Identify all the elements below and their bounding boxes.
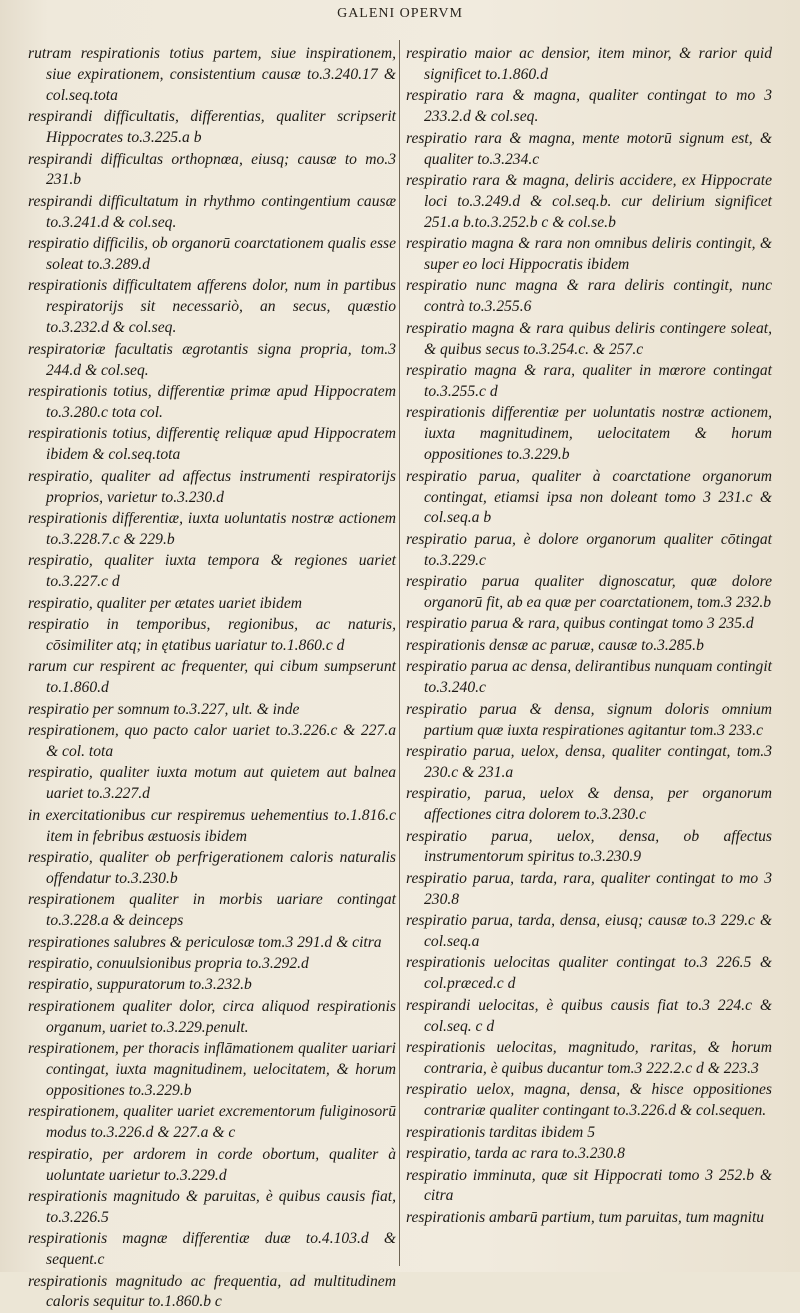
index-entry: respiratio parua & rara, quibus contingat tomo 3 235.d bbox=[406, 615, 754, 633]
index-entry: respirationes salubres & periculosæ tom.3 291.d & citra bbox=[28, 933, 382, 951]
index-entry: respirationis magnitudo ac frequentia, ad multitudinem caloris sequitur to.1.860.b c bbox=[28, 1272, 396, 1311]
index-entry: respirationem, quo pacto calor uariet to.3.226.c & 227.a & col. tota bbox=[28, 722, 396, 760]
index-entry: respirationem qualiter dolor, circa aliquod respirationis organum, uariet to.3.229.penult. bbox=[28, 997, 396, 1036]
index-entry: respiratio per somnum to.3.227, ult. & inde bbox=[28, 700, 300, 718]
index-entry: respiratio, parua, uelox & densa, per organorum affectiones citra dolorem to.3.230.c bbox=[406, 785, 772, 824]
index-entry: rutram respirationis totius partem, siue inspirationem, siue expirationem, consistentium causæ to.3.240.17 & col.seq.tota bbox=[28, 45, 396, 104]
index-column-right bbox=[406, 44, 772, 1264]
index-entry: respirationem, per thoracis inflāmationem qualiter uariari contingat, iuxta magnitudinem, uelocitatem, & horum oppositiones to.3.229.b bbox=[28, 1040, 396, 1099]
index-entry: respiratio parua, è dolore organorum qualiter cōtingat to.3.229.c bbox=[406, 530, 772, 569]
running-head: GALENI OPERVM bbox=[337, 6, 463, 21]
index-entry: respiratio rara & magna, deliris accidere, ex Hippocrate loci to.3.249.d & col.seq.b. cur delirium significet 251.a b.to.3.252.b c & col.se.b bbox=[406, 171, 772, 231]
index-entry: respiratio imminuta, quæ sit Hippocrati tomo 3 252.b & citra bbox=[406, 1166, 772, 1205]
index-entry: respiratio uelox, magna, densa, & hisce oppositiones contrariæ qualiter contingant to.3.226.d & col.sequen. bbox=[406, 1081, 772, 1120]
column-divider bbox=[399, 40, 400, 1266]
index-entry: respirandi difficultatum in rhythmo contingentium causæ to.3.241.d & col.seq. bbox=[28, 192, 396, 231]
index-entry: respiratio parua & densa, signum doloris omnium partium quæ iuxta respirationes agitantur tom.3 233.c bbox=[406, 700, 772, 739]
index-entry: respiratio rara & magna, qualiter contingat to mo 3 233.2.d & col.seq. bbox=[406, 87, 772, 126]
index-column-left bbox=[28, 44, 396, 1311]
index-entry: respirationis densæ ac paruæ, causæ to.3.285.b bbox=[406, 636, 704, 654]
index-entry: respiratio, qualiter iuxta tempora & regiones uariet to.3.227.c d bbox=[28, 552, 396, 591]
index-entry: respiratio nunc magna & rara deliris contingit, nunc contrà to.3.255.6 bbox=[406, 277, 772, 316]
index-entry: respiratio magna & rara, qualiter in mœrore contingat to.3.255.c d bbox=[406, 362, 772, 400]
index-entry: respirationis totius, differentiæ primæ apud Hippocratem to.3.280.c tota col. bbox=[28, 383, 396, 421]
index-entry: respiratio, suppuratorum to.3.232.b bbox=[28, 976, 252, 994]
index-entry: respiratio, qualiter ad affectus instrumenti respiratorijs proprios, varietur to.3.230.d bbox=[28, 467, 396, 506]
index-entry: respirationis uelocitas, magnitudo, raritas, & horum contraria, è quibus ducantur tom.3 222.2.c d & 223.3 bbox=[406, 1039, 772, 1077]
index-entry: respiratio, tarda ac rara to.3.230.8 bbox=[406, 1145, 625, 1163]
index-entry: respiratio rara & magna, mente motorū signum est, & qualiter to.3.234.c bbox=[406, 129, 772, 168]
index-entry: respiratio difficilis, ob organorū coarctationem qualis esse soleat to.3.289.d bbox=[28, 235, 396, 274]
index-entry: respiratio, per ardorem in corde obortum, qualiter à uoluntate uarietur to.3.229.d bbox=[28, 1145, 396, 1184]
index-entry: respirandi difficultatis, differentias, qualiter scripserit Hippocrates to.3.225.a b bbox=[28, 108, 396, 147]
index-entry: respiratio parua ac densa, delirantibus nunquam contingit to.3.240.c bbox=[406, 658, 772, 697]
index-entry: respirationis magnitudo & paruitas, è quibus causis fiat, to.3.226.5 bbox=[28, 1187, 396, 1226]
index-entry: respiratio parua, qualiter à coarctatione organorum contingat, etiamsi ipsa non doleant tomo 3 231.c & col.seq.a b bbox=[406, 467, 772, 527]
index-entry: respiratio magna & rara quibus deliris contingere soleat, & quibus secus to.3.254.c. & 257.c bbox=[406, 319, 772, 358]
index-entry: respirationem, qualiter uariet excrementorum fuliginosorū modus to.3.226.d & 227.a & c bbox=[28, 1103, 396, 1142]
index-entry: respiratio, qualiter ob perfrigerationem caloris naturalis offendatur to.3.230.b bbox=[28, 848, 396, 887]
index-entry: respirationis differentiæ per uoluntatis nostræ actionem, iuxta magnitudinem, uelocitatem & horum oppositiones to.3.229.b bbox=[406, 404, 772, 464]
index-entry: in exercitationibus cur respiremus uehementius to.1.816.c item in febribus æstuosis ibidem bbox=[28, 806, 396, 845]
index-entry: respirationis difficultatem afferens dolor, num in partibus respiratorijs sit necessariò, an secus, quæstio to.3.232.d & col.seq. bbox=[28, 277, 396, 337]
index-entry: respiratio maior ac densior, item minor, & rarior quid significet to.1.860.d bbox=[406, 45, 772, 83]
index-entry: respirationis ambarū partium, tum paruitas, tum magnitu bbox=[406, 1208, 765, 1226]
index-entry: respiratio, qualiter per ætates uariet ibidem bbox=[28, 594, 303, 612]
index-entry: respirandi difficultas orthopnœa, eiusq; causæ to mo.3 231.b bbox=[28, 150, 396, 189]
index-entry: respiratio in temporibus, regionibus, ac naturis, cōsimiliter atq; in ętatibus uariatur to.1.860.c d bbox=[28, 615, 396, 654]
index-entry: respiratoriæ facultatis ægrotantis signa propria, tom.3 244.d & col.seq. bbox=[28, 340, 396, 379]
index-entry: respiratio parua, tarda, densa, eiusq; causæ to.3 229.c & col.seq.a bbox=[406, 912, 772, 951]
index-entry: respiratio parua, tarda, rara, qualiter contingat to mo 3 230.8 bbox=[406, 869, 772, 908]
index-entry: respirationis magnæ differentiæ duæ to.4.103.d & sequent.c bbox=[28, 1230, 396, 1269]
index-entry: respiratio magna & rara non omnibus deliris contingit, & super eo loci Hippocratis ibidem bbox=[406, 235, 772, 274]
index-entry: respirationis tarditas ibidem 5 bbox=[406, 1123, 596, 1141]
index-entry: respirandi uelocitas, è quibus causis fiat to.3 224.c & col.seq. c d bbox=[406, 996, 772, 1035]
index-entry: respiratio parua qualiter dignoscatur, quæ dolore organorū fit, ab ea quæ per coarctationem, tom.3 232.b bbox=[406, 573, 772, 612]
index-entry: respirationis totius, differentię reliquæ apud Hippocratem ibidem & col.seq.tota bbox=[28, 425, 396, 464]
index-entry: respiratio, qualiter iuxta motum aut quietem aut balnea uariet to.3.227.d bbox=[28, 764, 396, 803]
index-entry: respirationem qualiter in morbis uariare contingat to.3.228.a & deinceps bbox=[28, 891, 396, 930]
index-entry: rarum cur respirent ac frequenter, qui cibum sumpserunt to.1.860.d bbox=[28, 658, 396, 697]
index-entry: respirationis differentiæ, iuxta uoluntatis nostræ actionem to.3.228.7.c & 229.b bbox=[28, 509, 396, 548]
index-entry: respiratio parua, uelox, densa, ob affectus instrumentorum spiritus to.3.230.9 bbox=[406, 827, 772, 866]
index-entry: respiratio, conuulsionibus propria to.3.292.d bbox=[28, 954, 309, 972]
index-entry: respiratio parua, uelox, densa, qualiter contingat, tom.3 230.c & 231.a bbox=[406, 742, 772, 781]
index-entry: respirationis uelocitas qualiter contingat to.3 226.5 & col.præced.c d bbox=[406, 954, 772, 993]
